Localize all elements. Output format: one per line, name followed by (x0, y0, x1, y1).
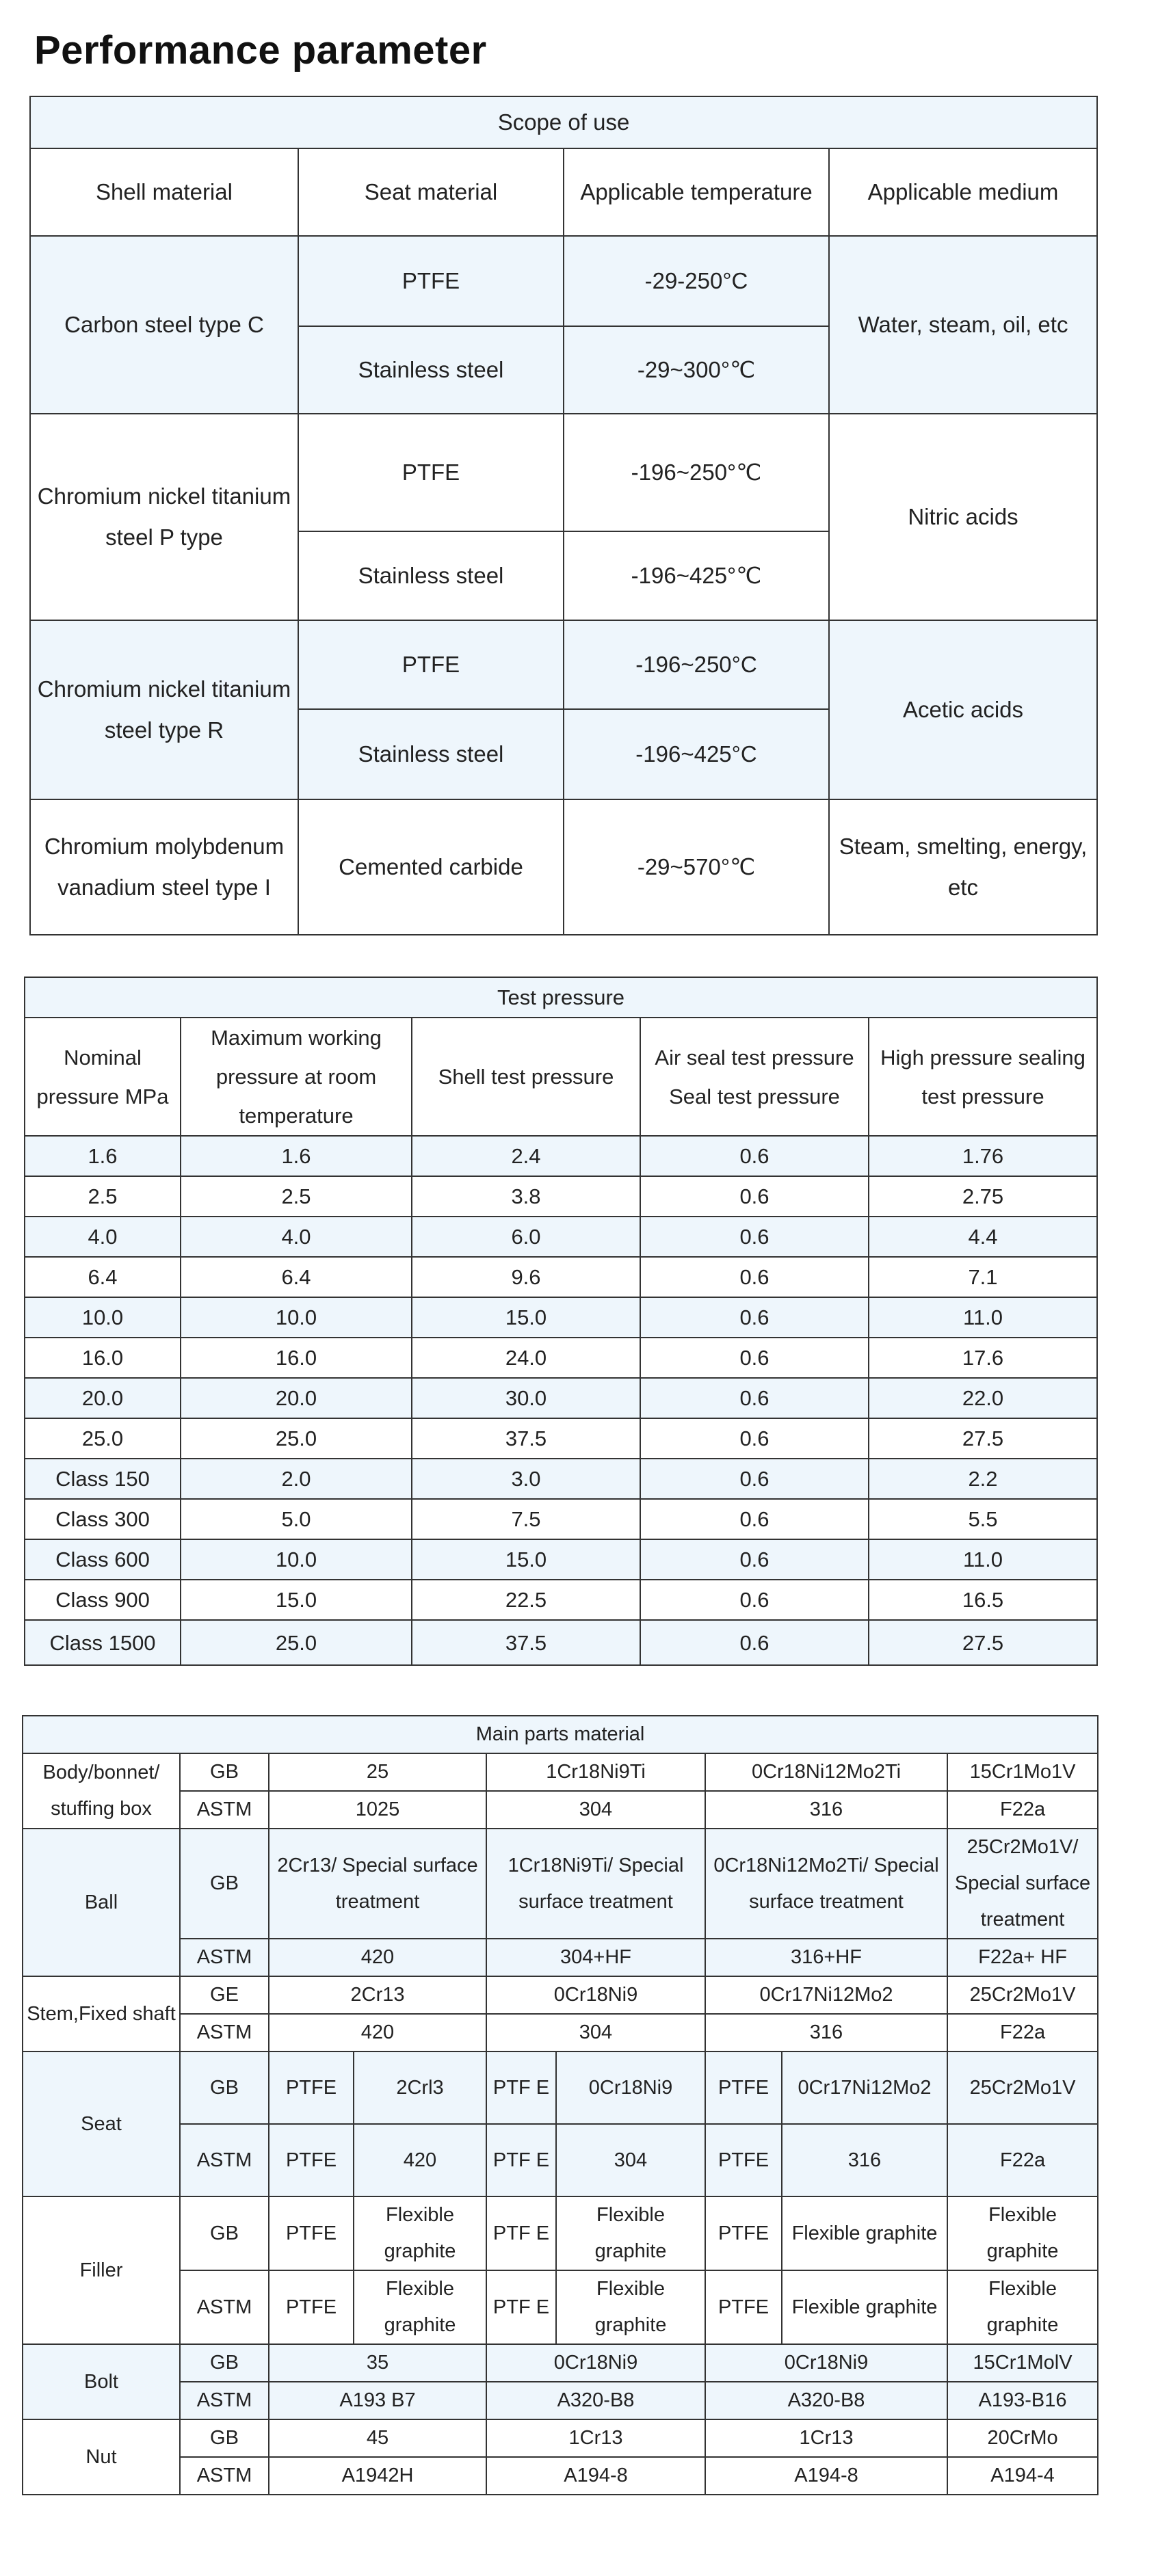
pressure-value-cell: 30.0 (412, 1378, 640, 1418)
material-cell: 45 (269, 2419, 486, 2457)
seat-material-cell: PTFE (298, 620, 564, 709)
nominal-pressure-cell: 1.6 (25, 1136, 181, 1176)
material-cell: 15Cr1Mo1V (947, 1753, 1098, 1791)
pressure-value-cell: 20.0 (181, 1378, 412, 1418)
standard-cell: GE (180, 1976, 269, 2014)
pressure-value-cell: 0.6 (640, 1418, 869, 1459)
shell-material-cell: Chromium nickel titanium steel type R (30, 620, 298, 799)
medium-cell: Nitric acids (829, 414, 1097, 620)
test-pressure-row (25, 1459, 1097, 1499)
material-cell: 25Cr2Mo1V/ Special surface treatment (947, 1829, 1098, 1939)
test-pressure-row (25, 1297, 1097, 1338)
pressure-value-cell: 16.0 (181, 1338, 412, 1378)
temperature-cell: -196~250°℃ (564, 414, 829, 531)
part-label: Filler (23, 2196, 180, 2344)
temperature-cell: -196~425°C (564, 709, 829, 799)
material-cell: 0Cr18Ni9 (705, 2344, 947, 2382)
pressure-value-cell: 24.0 (412, 1338, 640, 1378)
test-pressure-caption: Test pressure (25, 977, 1097, 1018)
header-air-seal-test-pressure: Air seal test pressure Seal test pressure (640, 1018, 869, 1136)
pressure-value-cell: 2.75 (869, 1176, 1097, 1217)
pressure-value-cell: 25.0 (181, 1418, 412, 1459)
material-cell: PTFE (705, 2270, 782, 2344)
test-pressure-row (25, 1539, 1097, 1580)
header-nominal-pressure: Nominal pressure MPa (25, 1018, 181, 1136)
pressure-value-cell: 11.0 (869, 1539, 1097, 1580)
material-cell: 0Cr17Ni12Mo2 (782, 2051, 947, 2124)
pressure-value-cell: 0.6 (640, 1257, 869, 1297)
material-cell: PTF E (486, 2270, 556, 2344)
material-cell: 2Cr13 (269, 1976, 486, 2014)
part-label: Ball (23, 1829, 180, 1976)
temperature-cell: -196~250°C (564, 620, 829, 709)
pressure-value-cell: 4.4 (869, 1217, 1097, 1257)
pressure-value-cell: 11.0 (869, 1297, 1097, 1338)
material-cell: 316 (705, 2014, 947, 2051)
material-cell: PTF E (486, 2124, 556, 2196)
pressure-value-cell: 0.6 (640, 1378, 869, 1418)
pressure-value-cell: 27.5 (869, 1418, 1097, 1459)
material-cell: 0Cr18Ni9 (486, 2344, 705, 2382)
standard-cell: GB (180, 2196, 269, 2270)
pressure-value-cell: 6.4 (181, 1257, 412, 1297)
material-cell: 2Cr13/ Special surface treatment (269, 1829, 486, 1939)
temperature-cell: -29~300°℃ (564, 326, 829, 414)
standard-cell: GB (180, 1753, 269, 1791)
pressure-value-cell: 2.5 (181, 1176, 412, 1217)
material-cell: PTF E (486, 2196, 556, 2270)
material-cell: 20CrMo (947, 2419, 1098, 2457)
parts-caption: Main parts material (23, 1716, 1098, 1753)
material-cell: 420 (269, 1939, 486, 1976)
material-cell: 0Cr18Ni9 (556, 2051, 705, 2124)
part-label: Nut (23, 2419, 180, 2495)
material-cell: 1Cr13 (486, 2419, 705, 2457)
standard-cell: ASTM (180, 2014, 269, 2051)
temperature-cell: -29-250°C (564, 236, 829, 326)
pressure-value-cell: 0.6 (640, 1459, 869, 1499)
test-pressure-row (25, 1620, 1097, 1665)
material-cell: 25 (269, 1753, 486, 1791)
pressure-value-cell: 2.4 (412, 1136, 640, 1176)
material-cell: PTFE (705, 2051, 782, 2124)
test-pressure-table (24, 977, 1098, 1666)
material-cell: 0Cr18Ni12Mo2Ti (705, 1753, 947, 1791)
material-cell: Flexible graphite (782, 2196, 947, 2270)
material-cell: A320-B8 (705, 2382, 947, 2419)
material-cell: 1Cr13 (705, 2419, 947, 2457)
material-cell: PTFE (705, 2196, 782, 2270)
material-cell: 0Cr18Ni12Mo2Ti/ Special surface treatment (705, 1829, 947, 1939)
test-pressure-row (25, 1378, 1097, 1418)
material-cell: A194-8 (705, 2457, 947, 2495)
header-shell-material: Shell material (30, 148, 298, 236)
nominal-pressure-cell: 6.4 (25, 1257, 181, 1297)
scope-of-use-table (29, 96, 1098, 935)
material-cell: F22a (947, 2124, 1098, 2196)
material-cell: 0Cr17Ni12Mo2 (705, 1976, 947, 2014)
standard-cell: GB (180, 1829, 269, 1939)
pressure-value-cell: 0.6 (640, 1176, 869, 1217)
pressure-value-cell: 2.0 (181, 1459, 412, 1499)
pressure-value-cell: 5.5 (869, 1499, 1097, 1539)
material-cell: PTFE (705, 2124, 782, 2196)
temperature-cell: -29~570°℃ (564, 799, 829, 935)
part-label: Bolt (23, 2344, 180, 2419)
material-cell: 304 (486, 1791, 705, 1829)
material-cell: 1Cr18Ni9Ti/ Special surface treatment (486, 1829, 705, 1939)
test-pressure-row (25, 1217, 1097, 1257)
material-cell: 15Cr1MolV (947, 2344, 1098, 2382)
pressure-value-cell: 25.0 (181, 1620, 412, 1665)
temperature-cell: -196~425°℃ (564, 531, 829, 620)
pressure-value-cell: 7.5 (412, 1499, 640, 1539)
pressure-value-cell: 15.0 (412, 1539, 640, 1580)
pressure-value-cell: 9.6 (412, 1257, 640, 1297)
pressure-value-cell: 37.5 (412, 1620, 640, 1665)
seat-material-cell: PTFE (298, 414, 564, 531)
material-cell: 316 (782, 2124, 947, 2196)
medium-cell: Acetic acids (829, 620, 1097, 799)
header-applicable-medium: Applicable medium (829, 148, 1097, 236)
material-cell: 1025 (269, 1791, 486, 1829)
material-cell: 35 (269, 2344, 486, 2382)
standard-cell: ASTM (180, 2270, 269, 2344)
standard-cell: ASTM (180, 2382, 269, 2419)
material-cell: 25Cr2Mo1V (947, 1976, 1098, 2014)
nominal-pressure-cell: 25.0 (25, 1418, 181, 1459)
material-cell: PTFE (269, 2270, 354, 2344)
material-cell: Flexible graphite (354, 2270, 486, 2344)
material-cell: PTF E (486, 2051, 556, 2124)
part-label: Body/bonnet/ stuffing box (23, 1753, 180, 1829)
standard-cell: GB (180, 2051, 269, 2124)
pressure-value-cell: 0.6 (640, 1217, 869, 1257)
material-cell: F22a (947, 1791, 1098, 1829)
nominal-pressure-cell: 16.0 (25, 1338, 181, 1378)
standard-cell: GB (180, 2419, 269, 2457)
material-cell: A194-8 (486, 2457, 705, 2495)
material-cell: Flexible graphite (947, 2196, 1098, 2270)
nominal-pressure-cell: Class 300 (25, 1499, 181, 1539)
pressure-value-cell: 0.6 (640, 1136, 869, 1176)
nominal-pressure-cell: Class 900 (25, 1580, 181, 1620)
standard-cell: ASTM (180, 1791, 269, 1829)
pressure-value-cell: 5.0 (181, 1499, 412, 1539)
header-shell-test-pressure: Shell test pressure (412, 1018, 640, 1136)
pressure-value-cell: 17.6 (869, 1338, 1097, 1378)
material-cell: 420 (269, 2014, 486, 2051)
material-cell: Flexible graphite (354, 2196, 486, 2270)
pressure-value-cell: 0.6 (640, 1580, 869, 1620)
pressure-value-cell: 4.0 (181, 1217, 412, 1257)
material-cell: F22a (947, 2014, 1098, 2051)
test-pressure-row (25, 1338, 1097, 1378)
pressure-value-cell: 16.5 (869, 1580, 1097, 1620)
material-cell: A194-4 (947, 2457, 1098, 2495)
pressure-value-cell: 15.0 (412, 1297, 640, 1338)
pressure-value-cell: 3.0 (412, 1459, 640, 1499)
pressure-value-cell: 0.6 (640, 1297, 869, 1338)
pressure-value-cell: 10.0 (181, 1297, 412, 1338)
material-cell: 316+HF (705, 1939, 947, 1976)
seat-material-cell: PTFE (298, 236, 564, 326)
seat-material-cell: Stainless steel (298, 531, 564, 620)
pressure-value-cell: 22.0 (869, 1378, 1097, 1418)
main-parts-material-table (22, 1715, 1098, 2495)
medium-cell: Steam, smelting, energy, etc (829, 799, 1097, 935)
nominal-pressure-cell: 2.5 (25, 1176, 181, 1217)
material-cell: Flexible graphite (782, 2270, 947, 2344)
pressure-value-cell: 15.0 (181, 1580, 412, 1620)
material-cell: 1Cr18Ni9Ti (486, 1753, 705, 1791)
material-cell: 0Cr18Ni9 (486, 1976, 705, 2014)
pressure-value-cell: 37.5 (412, 1418, 640, 1459)
seat-material-cell: Stainless steel (298, 326, 564, 414)
pressure-value-cell: 0.6 (640, 1539, 869, 1580)
material-cell: F22a+ HF (947, 1939, 1098, 1976)
pressure-value-cell: 1.6 (181, 1136, 412, 1176)
material-cell: Flexible graphite (556, 2196, 705, 2270)
material-cell: A1942H (269, 2457, 486, 2495)
test-pressure-row (25, 1499, 1097, 1539)
nominal-pressure-cell: Class 1500 (25, 1620, 181, 1665)
nominal-pressure-cell: 4.0 (25, 1217, 181, 1257)
material-cell: 2Crl3 (354, 2051, 486, 2124)
material-cell: 25Cr2Mo1V (947, 2051, 1098, 2124)
standard-cell: ASTM (180, 2124, 269, 2196)
pressure-value-cell: 0.6 (640, 1499, 869, 1539)
material-cell: 304 (556, 2124, 705, 2196)
standard-cell: GB (180, 2344, 269, 2382)
material-cell: PTFE (269, 2196, 354, 2270)
test-pressure-row (25, 1418, 1097, 1459)
material-cell: Flexible graphite (947, 2270, 1098, 2344)
medium-cell: Water, steam, oil, etc (829, 236, 1097, 414)
header-applicable-temperature: Applicable temperature (564, 148, 829, 236)
part-label: Seat (23, 2051, 180, 2196)
pressure-value-cell: 10.0 (181, 1539, 412, 1580)
pressure-value-cell: 2.2 (869, 1459, 1097, 1499)
test-pressure-row (25, 1580, 1097, 1620)
shell-material-cell: Chromium nickel titanium steel P type (30, 414, 298, 620)
nominal-pressure-cell: Class 600 (25, 1539, 181, 1580)
material-cell: 304+HF (486, 1939, 705, 1976)
pressure-value-cell: 0.6 (640, 1338, 869, 1378)
nominal-pressure-cell: Class 150 (25, 1459, 181, 1499)
seat-material-cell: Stainless steel (298, 709, 564, 799)
pressure-value-cell: 7.1 (869, 1257, 1097, 1297)
shell-material-cell: Carbon steel type C (30, 236, 298, 414)
test-pressure-row (25, 1136, 1097, 1176)
page-title: Performance parameter (34, 28, 487, 72)
material-cell: A320-B8 (486, 2382, 705, 2419)
material-cell: 304 (486, 2014, 705, 2051)
material-cell: 420 (354, 2124, 486, 2196)
material-cell: 316 (705, 1791, 947, 1829)
material-cell: PTFE (269, 2051, 354, 2124)
seat-material-cell: Cemented carbide (298, 799, 564, 935)
test-pressure-row (25, 1257, 1097, 1297)
material-cell: Flexible graphite (556, 2270, 705, 2344)
pressure-value-cell: 6.0 (412, 1217, 640, 1257)
part-label: Stem,Fixed shaft (23, 1976, 180, 2051)
pressure-value-cell: 1.76 (869, 1136, 1097, 1176)
pressure-value-cell: 0.6 (640, 1620, 869, 1665)
pressure-value-cell: 22.5 (412, 1580, 640, 1620)
header-high-pressure-sealing: High pressure sealing test pressure (869, 1018, 1097, 1136)
material-cell: A193-B16 (947, 2382, 1098, 2419)
test-pressure-row (25, 1176, 1097, 1217)
nominal-pressure-cell: 20.0 (25, 1378, 181, 1418)
scope-caption: Scope of use (30, 96, 1097, 148)
material-cell: A193 B7 (269, 2382, 486, 2419)
pressure-value-cell: 27.5 (869, 1620, 1097, 1665)
header-max-working-pressure: Maximum working pressure at room temperature (181, 1018, 412, 1136)
header-seat-material: Seat material (298, 148, 564, 236)
standard-cell: ASTM (180, 1939, 269, 1976)
pressure-value-cell: 3.8 (412, 1176, 640, 1217)
nominal-pressure-cell: 10.0 (25, 1297, 181, 1338)
shell-material-cell: Chromium molybdenum vanadium steel type I (30, 799, 298, 935)
material-cell: PTFE (269, 2124, 354, 2196)
standard-cell: ASTM (180, 2457, 269, 2495)
